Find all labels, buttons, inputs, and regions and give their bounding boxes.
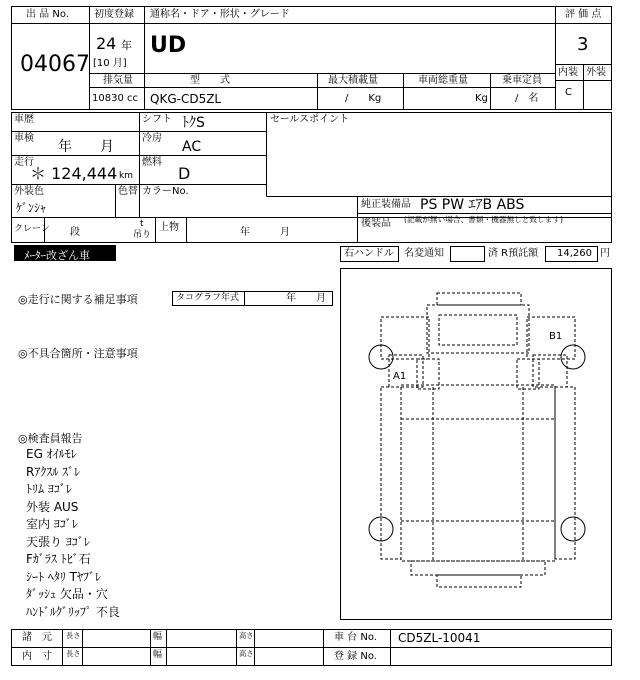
inspector-report-line: Fｶﾞﾗｽ ﾄﾋﾞ石	[26, 552, 91, 566]
inspector-report-line: EG ｵｲﾙﾓﾚ	[26, 447, 77, 461]
inspector-report-line: ｼｰﾄ ﾍﾀﾘ Tﾔﾌﾞﾚ	[26, 569, 101, 584]
mileage-unit: km	[119, 171, 133, 181]
truck-outline-drawing	[341, 269, 611, 619]
color-no-label: 色替	[118, 186, 138, 197]
right-hand-label: 右ハンドル	[344, 248, 394, 259]
first-reg-label: 初度登録	[94, 9, 134, 20]
history-label: 車歴	[14, 114, 34, 125]
running-label: ◎走行に関する補足事項	[18, 293, 138, 306]
inspector-report-line: ﾀﾞｯｼｭ 欠品・穴	[26, 587, 108, 601]
inspector-report-line: 天張り ﾖｺﾞﾚ	[26, 534, 90, 549]
tacho-value: 年 月	[286, 293, 326, 304]
specs-label: 諸 元	[22, 632, 52, 643]
gross-weight: Kg	[475, 93, 488, 104]
length-label: 長さ	[66, 632, 81, 641]
fuel-value: D	[178, 164, 191, 183]
inspection-label: 車検	[14, 133, 34, 144]
sales-point-label: セールスポイント	[270, 114, 350, 125]
recycle-unit: 円	[600, 248, 610, 259]
inspector-report-line: 外装 AUS	[26, 499, 79, 514]
model-name: UD	[150, 33, 187, 58]
odometer-tampered-text: ﾒｰﾀｰ改ざん車	[24, 249, 90, 262]
capacity-label: 乗車定員	[502, 75, 542, 86]
chassis-label: 車 台 No.	[334, 632, 377, 643]
rating: 3	[577, 34, 589, 55]
lot-no: 04067	[20, 52, 90, 77]
name-change-label: 名変通知	[404, 248, 444, 259]
crane-label: クレーン	[14, 224, 50, 234]
vehicle-diagram	[340, 268, 612, 620]
rating-label: 評 価 点	[565, 9, 602, 20]
inspection-value: 年 月	[58, 139, 114, 155]
aftermarket-label: 後装品	[361, 218, 391, 229]
length-label-2: 長さ	[66, 650, 81, 659]
inspector-report-line: 室内 ﾖｺﾞﾚ	[26, 517, 78, 531]
inspector-report-line: ﾊﾝﾄﾞﾙｸﾞﾘｯﾌﾟ 不良	[26, 604, 120, 619]
aircon-value: AC	[182, 139, 202, 155]
aircon-label: 冷房	[142, 133, 162, 144]
inspector-label: ◎検査員報告	[18, 432, 83, 445]
inspector-report-line: Rｱｸｽﾙ ｽﾞﾚ	[26, 464, 81, 479]
gross-weight-label: 車両総重量	[418, 75, 468, 86]
first-reg-year: 24	[96, 34, 117, 53]
first-reg-month: [10 月]	[93, 58, 127, 69]
mileage-label: 走行	[14, 157, 34, 168]
equipment-value: PS PW ｴｱB ABS	[420, 197, 525, 213]
year-unit: 年	[121, 39, 132, 52]
width-label: 幅	[153, 632, 163, 642]
chassis-no: CD5ZL-10041	[398, 631, 481, 645]
type-label: 型 式	[190, 75, 230, 86]
color-code-label: カラーNo.	[142, 186, 189, 197]
type-code: QKG-CD5ZL	[150, 92, 222, 106]
odometer-tampered-badge	[14, 245, 116, 261]
equipment-label: 純正装備品	[361, 199, 411, 210]
shift-value: ﾄｸS	[182, 115, 205, 131]
height-label-2: 高さ	[239, 650, 254, 659]
body-label: 上物	[159, 222, 179, 233]
height-label: 高さ	[239, 632, 254, 641]
body-date: 年 月	[240, 227, 290, 238]
aftermarket-note: (記載が無い場合、書類・機器無しと致します)	[404, 216, 563, 225]
shift-label: シフト	[142, 114, 172, 125]
recycle-amount: 14,260	[557, 248, 592, 259]
tacho-label: タコグラフ年式	[176, 293, 240, 303]
defects-label: ◎不具合箇所・注意事項	[18, 347, 138, 360]
lot-no-label: 出 品 No.	[26, 9, 69, 20]
displacement-label: 排気量	[103, 75, 133, 86]
ext-color-label: 外装色	[14, 186, 44, 197]
interior-score: C	[565, 87, 572, 98]
ext-color-value: ｹﾞﾝｼｬ	[16, 201, 47, 215]
damage-mark-a1: A1	[393, 371, 407, 382]
crane-ton: t	[140, 219, 144, 229]
inspector-report-line: ﾄﾘﾑ ﾖｺﾞﾚ	[26, 482, 72, 496]
interior-label: 内装	[558, 67, 578, 78]
max-load: / Kg	[345, 93, 382, 104]
damage-mark-b1: B1	[549, 331, 563, 342]
recycle-prefix: 済 R預託額	[488, 248, 539, 259]
displacement: 10830 cc	[92, 93, 138, 104]
capacity: / 名	[515, 93, 539, 104]
crane-stage: 段	[70, 227, 80, 238]
max-load-label: 最大積載量	[328, 75, 378, 86]
fuel-label: 燃料	[142, 157, 162, 168]
inner-label: 内 寸	[22, 651, 52, 662]
mileage-value: ＊ 124,444	[30, 164, 118, 183]
model-desc-label: 通称名・ドア・形状・グレード	[150, 9, 290, 20]
registration-label: 登 録 No.	[334, 651, 377, 662]
crane-hoist: 吊り	[133, 230, 152, 240]
exterior-label: 外装	[586, 67, 606, 78]
width-label-2: 幅	[153, 650, 163, 660]
